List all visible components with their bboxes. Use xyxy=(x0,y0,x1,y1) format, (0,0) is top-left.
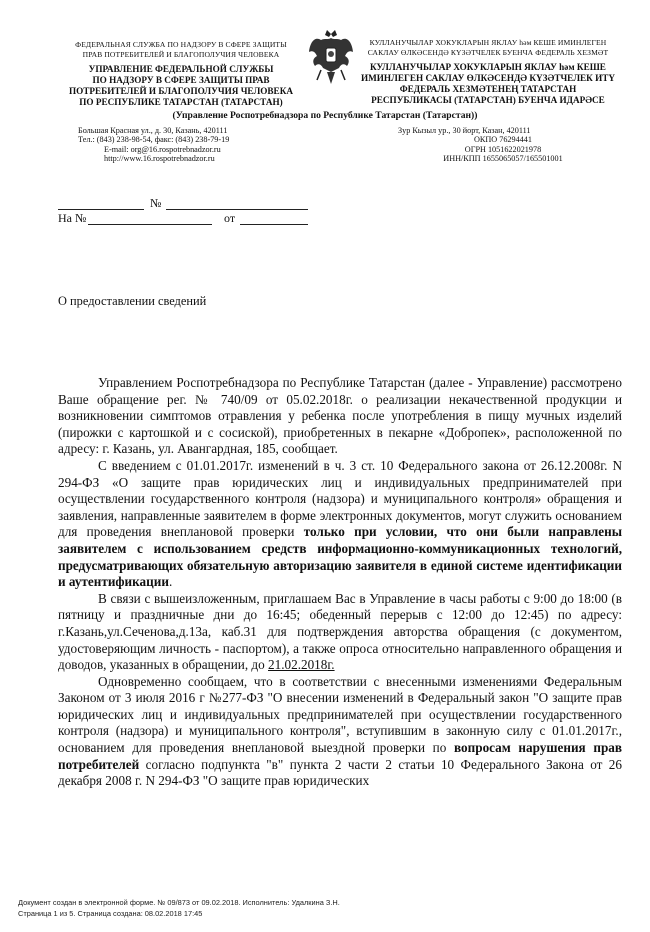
paragraph-2-text: С введением с 01.01.2017г. изменений в ч. 3 ст. 10 Федерального закона от 26.12.2008г. N 294-ФЗ «О защите прав юридических лиц и индивидуальных предпринимателей при осуществлении государственного контроля (надзора) и муниципального контроля» обращения и заявления, направленные заявителем в форме электронных документов, могут служить основанием для проведения внеплановой проверки xyxy=(58,457,622,540)
paragraph-4-end: согласно подпункта "в" пункта 2 части 2 статьи 10 Федерального Закона от 26 декабря 2008 г. N 294-ФЗ "О защите прав юридических xyxy=(58,756,622,789)
left-header-title-line-1: УПРАВЛЕНИЕ ФЕДЕРАЛЬНОЙ СЛУЖБЫ xyxy=(88,64,274,74)
footer-line-1: Документ создан в электронной форме. № 09/873 от 09.02.2018. Исполнитель: Удалкина З.Н. xyxy=(18,898,340,907)
paragraph-4-text: Одновременно сообщаем, что в соответствии с внесенными изменениями Федеральным Законом от 3 июля 2016 г №277-ФЗ "О внесении изменений в Федеральный закон "О защите прав юридических лиц и индивидуальных предпринимателей при осуществлении государственного контроля (надзора) и муниципального контроля", вступившим в законную силу с 01.01.2017г., основанием для проведения внеплановой выездной проверки по xyxy=(58,673,622,756)
paragraph-2 xyxy=(58,458,622,591)
paragraph-2-end: . xyxy=(168,574,173,590)
left-header xyxy=(52,40,310,108)
paragraph-2-bold: только при условии, что они были направлены заявителем с использованием средств информационно-коммуникационных технологий, предусматривающих обязательную авторизацию заявителя в единой системе идентификации и аутентификации xyxy=(58,524,623,590)
coat-of-arms-emblem xyxy=(307,28,355,88)
right-address-okpo: ОКПО 76294441 xyxy=(474,135,532,145)
left-header-title-line-4: ПО РЕСПУБЛИКЕ ТАТАРСТАН (ТАТАРСТАН) xyxy=(79,97,283,107)
reg-number-label: № xyxy=(150,196,162,210)
reg-date-line xyxy=(58,209,144,210)
left-header-title-line-2: ПО НАДЗОРУ В СФЕРЕ ЗАЩИТЫ ПРАВ xyxy=(92,75,270,85)
left-header-agency-line-2: ПРАВ ПОТРЕБИТЕЛЕЙ И БЛАГОПОЛУЧИЯ ЧЕЛОВЕКА xyxy=(82,50,280,59)
left-address-website: http://www.16.rospotrebnadzor.ru xyxy=(104,154,215,164)
short-name: (Управление Роспотребнадзора по Республике Татарстан (Татарстан)) xyxy=(172,110,478,121)
letter-body xyxy=(58,375,622,790)
reg-number-line xyxy=(166,209,308,210)
footer-line-2: Страница 1 из 5. Страница создана: 08.02.2018 17:45 xyxy=(18,909,203,918)
reply-to-number-label: На № xyxy=(58,211,87,225)
right-address-street: Зур Кызыл ур., 30 йорт, Казан, 420111 xyxy=(398,126,531,135)
right-header-title-line-1: КУЛЛАНУЧЫЛАР ХОКУКЛАРЫН ЯКЛАУ һәм КЕШЕ xyxy=(370,62,606,72)
right-header-title-line-2: ИМИНЛЕГЕН САКЛАУ ӨЛКӘСЕНДӘ КҮЗӘТЧЕЛЕК ИТҮ xyxy=(360,73,616,83)
right-header-agency-line-2: САКЛАУ ӨЛКӘСЕНДӘ КҮЗӘТЧЕЛЕК БУЕНЧА ФЕДЕРАЛЬ ХЕЗМӘТ xyxy=(367,48,609,57)
right-header-agency-line-1: КУЛЛАНУЧЫЛАР ХОКУКЛАРЫН ЯКЛАУ һәм КЕШЕ ИМИНЛЕГЕН xyxy=(369,38,607,47)
right-address xyxy=(398,126,608,164)
reply-to-date-line xyxy=(240,224,308,225)
paragraph-1: Управлением Роспотребнадзора по Республике Татарстан (далее - Управление) рассмотрено Ваше обращение рег. № 740/09 от 05.02.2018г. о реализации некачественной продукции и возникновении симптомов отравления у ребенка после употребления в пищу мучных изделий (пирожки с картошкой и с сосиской), приобретенных в пекарне «Добропек», расположенной по адресу: г. Казань, ул. Авангардная, 185, сообщает. xyxy=(58,375,622,457)
left-address-email: E-mail: org@16.rospotrebnadzor.ru xyxy=(104,144,221,154)
left-header-title-line-3: ПОТРЕБИТЕЛЕЙ И БЛАГОПОЛУЧИЯ ЧЕЛОВЕКА xyxy=(68,86,293,96)
paragraph-3 xyxy=(58,591,622,674)
right-address-ogrn: ОГРН 1051622021978 xyxy=(464,144,542,154)
right-header xyxy=(357,38,619,106)
reply-to-date-label: от xyxy=(224,211,236,225)
left-header-agency-line-1: ФЕДЕРАЛЬНАЯ СЛУЖБА ПО НАДЗОРУ В СФЕРЕ ЗАЩИТЫ xyxy=(75,40,287,49)
right-header-title-line-4: РЕСПУБЛИКАСЫ (ТАТАРСТАН) БУЕНЧА ИДАРӘСЕ xyxy=(371,95,605,105)
left-address-street: Большая Красная ул., д. 30, Казань, 420111 xyxy=(78,126,228,135)
paragraph-3-text: В связи с вышеизложенным, приглашаем Вас в Управление в часы работы с 9:00 до 18:00 (в пятницу и праздничные дни до 16:45; обеденный перерыв с 12:00 до 12:45) по адресу: г.Казань,ул.Сеченова,д.13а, каб.31 для подтверждения авторства обращения (с документом, удостоверяющим личность - паспортом), а также опроса относительно направленного обращения и доводов, указанных в обращении, до xyxy=(58,590,622,673)
document-footer xyxy=(18,897,618,919)
left-address xyxy=(78,126,308,164)
paragraph-3-deadline: 21.02.2018г. xyxy=(268,657,335,673)
right-address-inn: ИНН/КПП 1655065057/165501001 xyxy=(443,154,563,164)
reply-to-number-line xyxy=(88,224,212,225)
paragraph-4-bold: вопросам нарушения прав потребителей xyxy=(58,740,623,772)
letter-subject: О предоставлении сведений xyxy=(58,294,207,308)
paragraph-4 xyxy=(58,674,622,790)
left-address-phone: Тел.: (843) 238-98-54, факс: (843) 238-79-19 xyxy=(78,135,230,145)
right-header-title-line-3: ФЕДЕРАЛЬ ХЕЗМӘТЕНЕҢ ТАТАРСТАН xyxy=(399,84,577,94)
